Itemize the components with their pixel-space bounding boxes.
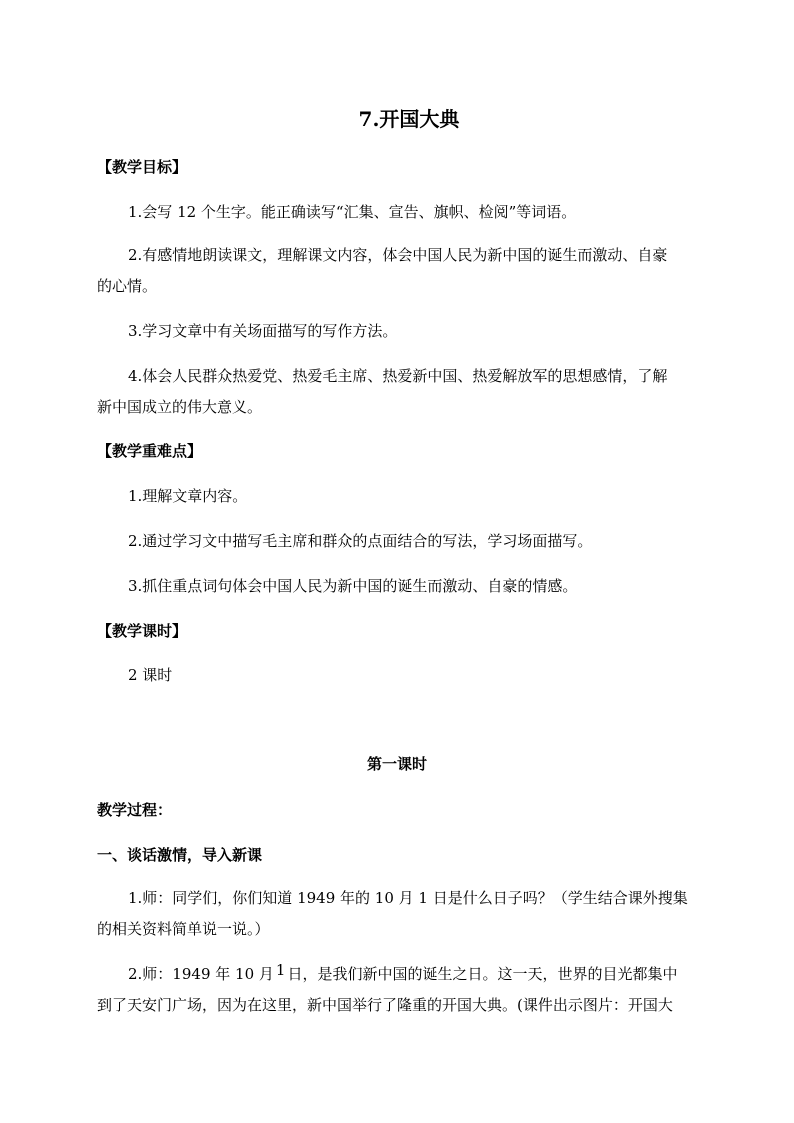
lesson-heading: 第一课时 bbox=[366, 755, 427, 773]
paragraph-1-cont: 的相关资料简单说一说。） bbox=[97, 920, 270, 938]
key-point-item-1: 1.理解文章内容。 bbox=[128, 487, 248, 505]
objective-item-4-cont: 新中国成立的伟大意义。 bbox=[97, 398, 263, 416]
objective-item-4: 4.体会人民群众热爱党、热爱毛主席、热爱新中国、热爱解放军的思想感情，了解 bbox=[128, 367, 668, 385]
objective-item-2: 2.有感情地朗读课文，理解课文内容，体会中国人民为新中国的诞生而激动、自豪 bbox=[128, 246, 668, 264]
objective-item-3: 3.学习文章中有关场面描写的写作方法。 bbox=[128, 322, 398, 340]
paragraph-2-cont: 到了天安门广场，因为在这里，新中国举行了隆重的开国大典。(课件出示图片：开国大 bbox=[97, 996, 673, 1014]
paragraph-2-rest: 日，是我们新中国的诞生之日。这一天，世界的目光都集中 bbox=[287, 965, 678, 983]
part-heading: 一、谈话激情，导入新课 bbox=[97, 846, 263, 864]
process-heading: 教学过程： bbox=[97, 801, 173, 819]
class-hours-value: 2 课时 bbox=[128, 666, 173, 684]
objective-item-2-cont: 的心情。 bbox=[97, 277, 158, 295]
objective-item-1: 1.会写 12 个生字。能正确读写“汇集、宣告、旗帜、检阅”等词语。 bbox=[128, 203, 577, 221]
key-point-item-2: 2.通过学习文中描写毛主席和群众的点面结合的写法，学习场面描写。 bbox=[128, 532, 593, 550]
paragraph-2 bbox=[128, 961, 678, 984]
objectives-heading: 【教学目标】 bbox=[97, 158, 188, 176]
paragraph-1: 1.师：同学们，你们知道 1949 年的 10 月 1 日是什么日子吗？（学生结合课外搜集 bbox=[128, 889, 688, 907]
paragraph-2-day: 1 bbox=[275, 961, 286, 979]
document-title: 7.开国大典 bbox=[358, 107, 460, 131]
paragraph-2-start: 2.师：1949 年 10 月 bbox=[128, 965, 274, 983]
key-points-heading: 【教学重难点】 bbox=[97, 442, 203, 460]
key-point-item-3: 3.抓住重点词句体会中国人民为新中国的诞生而激动、自豪的情感。 bbox=[128, 577, 578, 595]
class-hours-heading: 【教学课时】 bbox=[97, 622, 188, 640]
